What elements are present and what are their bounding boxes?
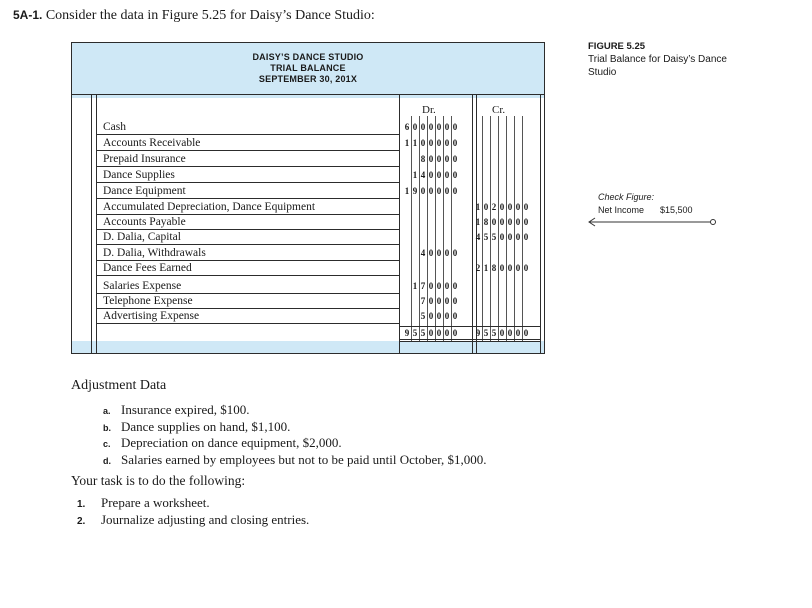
debit-amount-digit: 0 [428,138,434,148]
header-rule [72,94,544,95]
digit-column-rule [411,116,412,341]
task-item-text: Prepare a worksheet. [101,495,210,510]
total-credit-digit: 0 [523,328,529,338]
adjustment-item-label: b. [103,423,111,433]
debit-amount-digit: 4 [420,170,426,180]
total-debit-digit: 5 [412,328,418,338]
totals-double-rule-1 [399,339,541,340]
left-margin-rule-2 [96,94,97,353]
debit-amount-digit: 0 [436,170,442,180]
row-rule [96,150,399,151]
debit-amount-digit: 1 [412,138,418,148]
credit-amount-digit: 1 [475,217,481,227]
account-name: Advertising Expense [103,310,200,322]
dr-column-left-rule [399,94,400,353]
credit-amount-digit: 0 [515,263,521,273]
digit-column-rule [498,116,499,341]
statement-title: TRIAL BALANCE [270,63,346,73]
adjustment-item-text: Depreciation on dance equipment, $2,000. [121,435,342,450]
debit-amount-digit: 0 [420,186,426,196]
total-debit-digit: 0 [452,328,458,338]
digit-column-rule [490,116,491,341]
credit-amount-digit: 0 [523,217,529,227]
adjustment-item-label: d. [103,456,111,466]
debit-amount-digit: 0 [444,122,450,132]
credit-amount-digit: 0 [515,232,521,242]
credit-amount-digit: 8 [491,263,497,273]
digit-column-rule [443,116,444,341]
account-name: Accumulated Depreciation, Dance Equipment [103,201,316,213]
problem-number: 5A-1. [13,8,43,22]
credit-amount-digit: 5 [491,232,497,242]
credit-amount-digit: 4 [475,232,481,242]
credit-amount-digit: 1 [483,263,489,273]
debit-amount-digit: 9 [412,186,418,196]
credit-amount-digit: 1 [475,202,481,212]
row-rule [96,166,399,167]
debit-amount-digit: 0 [452,311,458,321]
credit-amount-digit: 0 [499,232,505,242]
credit-amount-digit: 0 [499,217,505,227]
task-intro: Your task is to do the following: [71,473,246,488]
credit-amount-digit: 0 [507,202,513,212]
check-figure-label: Check Figure: [598,192,655,202]
total-credit-digit: 9 [475,328,481,338]
debit-amount-digit: 0 [428,186,434,196]
adjustment-item [103,419,290,435]
debit-amount-digit: 0 [444,186,450,196]
totals-double-rule-2 [399,341,541,342]
credit-amount-digit: 0 [499,263,505,273]
debit-amount-digit: 1 [404,138,410,148]
account-name: Accounts Payable [103,216,186,228]
credit-amount-digit: 0 [523,232,529,242]
task-item-label: 1. [77,499,86,510]
left-margin-rule [91,94,92,353]
account-name: Accounts Receivable [103,137,201,149]
figure-caption-line-1: Trial Balance for Daisy’s Dance [588,54,727,65]
totals-single-rule [399,326,541,327]
debit-amount-digit: 1 [412,170,418,180]
digit-column-rule [419,116,420,341]
debit-amount-digit: 0 [420,138,426,148]
digit-column-rule [506,116,507,341]
debit-amount-digit: 0 [428,248,434,258]
account-name: D. Dalia, Capital [103,231,181,243]
credit-amount-digit: 0 [515,217,521,227]
account-name: Dance Fees Earned [103,262,192,274]
check-figure [598,191,693,217]
adjustment-item-label: a. [103,406,111,416]
total-debit-digit: 0 [436,328,442,338]
check-figure-value: $15,500 [660,205,693,215]
debit-amount-digit: 0 [436,186,442,196]
debit-amount-digit: 0 [452,281,458,291]
digit-column-rule [427,116,428,341]
task-item [77,512,309,528]
total-credit-digit: 0 [515,328,521,338]
debit-amount-digit: 0 [436,311,442,321]
account-name: Prepaid Insurance [103,153,186,165]
debit-amount-digit: 0 [428,296,434,306]
credit-amount-digit: 0 [491,217,497,227]
debit-amount-digit: 0 [444,296,450,306]
adjustment-item-label: c. [103,439,111,449]
account-name: Dance Equipment [103,185,186,197]
statement-date: SEPTEMBER 30, 201X [258,74,358,84]
debit-amount-digit: 5 [420,311,426,321]
account-name: Dance Supplies [103,169,175,181]
debit-amount-digit: 0 [444,311,450,321]
row-rule [96,134,399,135]
adjustment-item [103,452,487,468]
debit-amount-digit: 7 [420,281,426,291]
total-credit-digit: 5 [491,328,497,338]
account-name: D. Dalia, Withdrawals [103,247,206,259]
debit-amount-digit: 0 [452,186,458,196]
credit-amount-digit: 0 [507,263,513,273]
credit-amount-digit: 0 [507,232,513,242]
row-rule [96,275,399,276]
credit-amount-digit: 0 [515,202,521,212]
debit-amount-digit: 0 [444,154,450,164]
debit-amount-digit: 4 [420,248,426,258]
adjustment-item [103,435,342,451]
debit-amount-digit: 0 [452,248,458,258]
credit-amount-digit: 8 [483,217,489,227]
right-margin-rule [540,94,541,353]
task-item-label: 2. [77,516,86,527]
task-item [77,495,210,511]
debit-amount-digit: 0 [436,138,442,148]
debit-amount-digit: 0 [436,248,442,258]
account-name: Telephone Expense [103,295,193,307]
account-name: Salaries Expense [103,280,182,292]
total-debit-digit: 0 [428,328,434,338]
problem-text: Consider the data in Figure 5.25 for Daisy’s Dance Studio: [45,8,375,23]
total-credit-digit: 0 [499,328,505,338]
row-rule [96,323,399,324]
credit-amount-digit: 0 [483,202,489,212]
debit-amount-digit: 1 [404,186,410,196]
task-item-text: Journalize adjusting and closing entries. [101,512,310,527]
digit-column-rule [482,116,483,341]
debit-amount-digit: 0 [444,170,450,180]
adjustment-item-text: Dance supplies on hand, $1,100. [121,419,291,434]
debit-amount-digit: 8 [420,154,426,164]
debit-amount-digit: 0 [428,154,434,164]
row-rule [96,244,399,245]
debit-amount-digit: 7 [420,296,426,306]
debit-amount-digit: 0 [452,138,458,148]
credit-amount-digit: 2 [491,202,497,212]
figure-number: FIGURE 5.25 [588,41,646,52]
row-rule [96,182,399,183]
debit-amount-digit: 0 [452,170,458,180]
credit-amount-digit: 0 [499,202,505,212]
debit-amount-digit: 0 [452,154,458,164]
debit-amount-digit: 6 [404,122,410,132]
credit-amount-digit: 2 [475,263,481,273]
debit-amount-digit: 0 [444,248,450,258]
digit-column-rule [514,116,515,341]
debit-amount-digit: 0 [428,170,434,180]
credit-amount-digit: 0 [523,202,529,212]
check-figure-item: Net Income [598,205,645,215]
company-name: DAISY’S DANCE STUDIO [252,52,364,62]
adjustment-heading: Adjustment Data [71,378,167,393]
adjustment-item-text: Insurance expired, $100. [121,402,250,417]
total-debit-digit: 5 [420,328,426,338]
total-credit-digit: 0 [507,328,513,338]
account-name: Cash [103,121,126,133]
debit-amount-digit: 0 [420,122,426,132]
debit-amount-digit: 0 [436,281,442,291]
debit-amount-digit: 0 [452,122,458,132]
debit-amount-digit: 0 [428,311,434,321]
total-debit-digit: 9 [404,328,410,338]
debit-amount-digit: 0 [436,154,442,164]
figure-caption-line-2: Studio [588,67,617,78]
problem-statement [13,8,375,24]
credit-header: Cr. [492,104,506,116]
debit-amount-digit: 0 [444,281,450,291]
credit-amount-digit: 0 [507,217,513,227]
digit-column-rule [522,116,523,341]
debit-amount-digit: 0 [412,122,418,132]
debit-header: Dr. [422,104,436,116]
row-rule [96,198,399,199]
debit-amount-digit: 0 [444,138,450,148]
total-credit-digit: 5 [483,328,489,338]
debit-amount-digit: 0 [436,296,442,306]
debit-amount-digit: 0 [428,281,434,291]
figure-caption [588,40,727,79]
debit-amount-digit: 0 [428,122,434,132]
check-figure-arrow-icon [585,216,719,228]
adjustment-item-text: Salaries earned by employees but not to be paid until October, $1,000. [121,452,487,467]
total-debit-digit: 0 [444,328,450,338]
adjustment-item [103,402,250,418]
credit-amount-digit: 5 [483,232,489,242]
digit-column-rule [435,116,436,341]
debit-amount-digit: 0 [436,122,442,132]
digit-column-rule [451,116,452,341]
cr-column-left-rule [472,94,473,353]
debit-amount-digit: 0 [452,296,458,306]
debit-amount-digit: 1 [412,281,418,291]
credit-amount-digit: 0 [523,263,529,273]
